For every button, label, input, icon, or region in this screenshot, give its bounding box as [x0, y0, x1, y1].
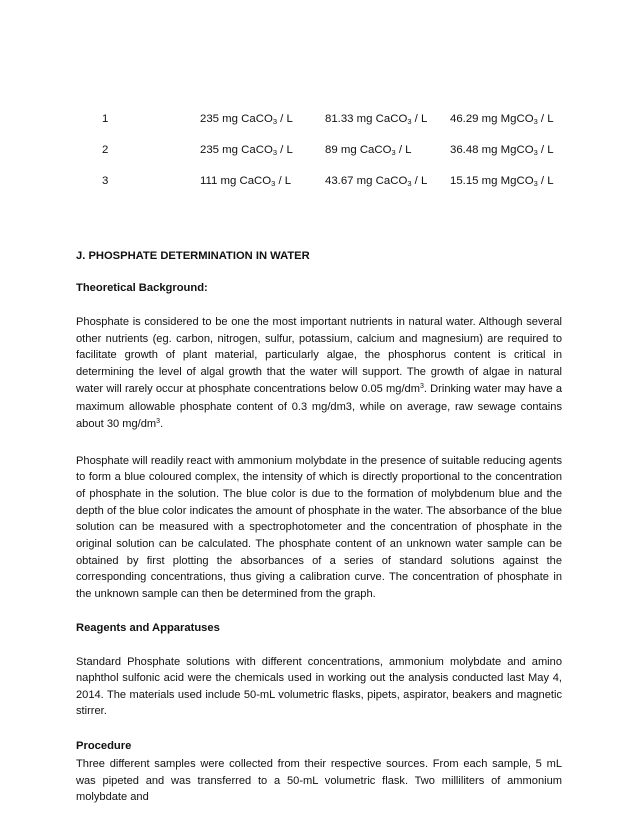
magnesium-hardness-value: 36.48 mg MgCO$_3$ / L — [450, 144, 554, 157]
sample-number: 3 — [102, 175, 109, 187]
calcium-hardness-value: 81.33 mg CaCO$_3$ / L — [325, 113, 428, 126]
document-body — [76, 249, 562, 806]
table-row — [0, 112, 638, 143]
reagents-paragraph: Standard Phosphate solutions with different concentrations, ammonium molybdate and amino naphthol sulfonic acid were the chemicals used in working out the analysis conducted last May 4, 2014. The materials used include 50-mL volumetric flasks, pipets, aspirator, beakers and magnetic stirrer. — [76, 655, 562, 718]
total-hardness-value: 111 mg CaCO$_3$ / L — [200, 175, 292, 188]
reagents-heading: Reagents and Apparatuses — [76, 621, 220, 634]
total-hardness-value: 235 mg CaCO$_3$ / L — [200, 113, 293, 126]
sample-number: 2 — [102, 144, 109, 156]
results-table — [0, 112, 638, 205]
table-row — [0, 174, 638, 205]
total-hardness-value: 235 mg CaCO$_3$ / L — [200, 144, 293, 157]
background-paragraph-1: Phosphate is considered to be one the most important nutrients in natural water. Although several other nutrients (eg. carbon, nitrogen, sulfur, potassium, calcium and magnesium) are required to facilitate growth of plant material, particularly algae, the phosphorus content is critical in determining the level of algal growth that the water will support. The growth of algae in natural water will rarely occur at phosphate concentrations below 0.05 $mg/dm^3$. Drinking water may have a maximum allowable phosphate content of 0.3 mg/dm3, while on average, raw sewage contains about 30 $mg/dm^3$. — [76, 316, 562, 430]
background-paragraph-2: Phosphate will readily react with ammonium molybdate in the presence of suitable reducing agents to form a blue coloured complex, the intensity of which is directly proportional to the concentration of phosphate in the solution. The blue color is due to the formation of molybdenum blue and the depth of the blue color indicates the amount of phosphate in the water. The absorbance of the blue solution can be measured with a spectrophotometer and the concentration of phosphate in the original solution can be calculated. The phosphate content of an unknown water sample can be obtained by first plotting the absorbances of a series of standard solutions against the corresponding concentrations, thus giving a calibration curve. The concentration of phosphate in the unknown sample can then be determined from the graph. — [76, 454, 562, 600]
magnesium-hardness-value: 46.29 mg MgCO$_3$ / L — [450, 113, 554, 126]
procedure-paragraph: Three different samples were collected from their respective sources. From each sample, 5 mL was pipeted and was transferred to a 50-mL volumetric flask. Two milliliters of ammonium molybdate and — [76, 758, 562, 804]
procedure-heading: Procedure — [76, 740, 132, 753]
background-heading: Theoretical Background: — [76, 282, 208, 294]
table-row — [0, 143, 638, 174]
calcium-hardness-value: 43.67 mg CaCO$_3$ / L — [325, 175, 428, 188]
section-title: J. PHOSPHATE DETERMINATION IN WATER — [76, 250, 310, 262]
sample-number: 1 — [102, 113, 109, 125]
calcium-hardness-value: 89 mg CaCO$_3$ / L — [325, 144, 412, 157]
magnesium-hardness-value: 15.15 mg MgCO$_3$ / L — [450, 175, 554, 188]
